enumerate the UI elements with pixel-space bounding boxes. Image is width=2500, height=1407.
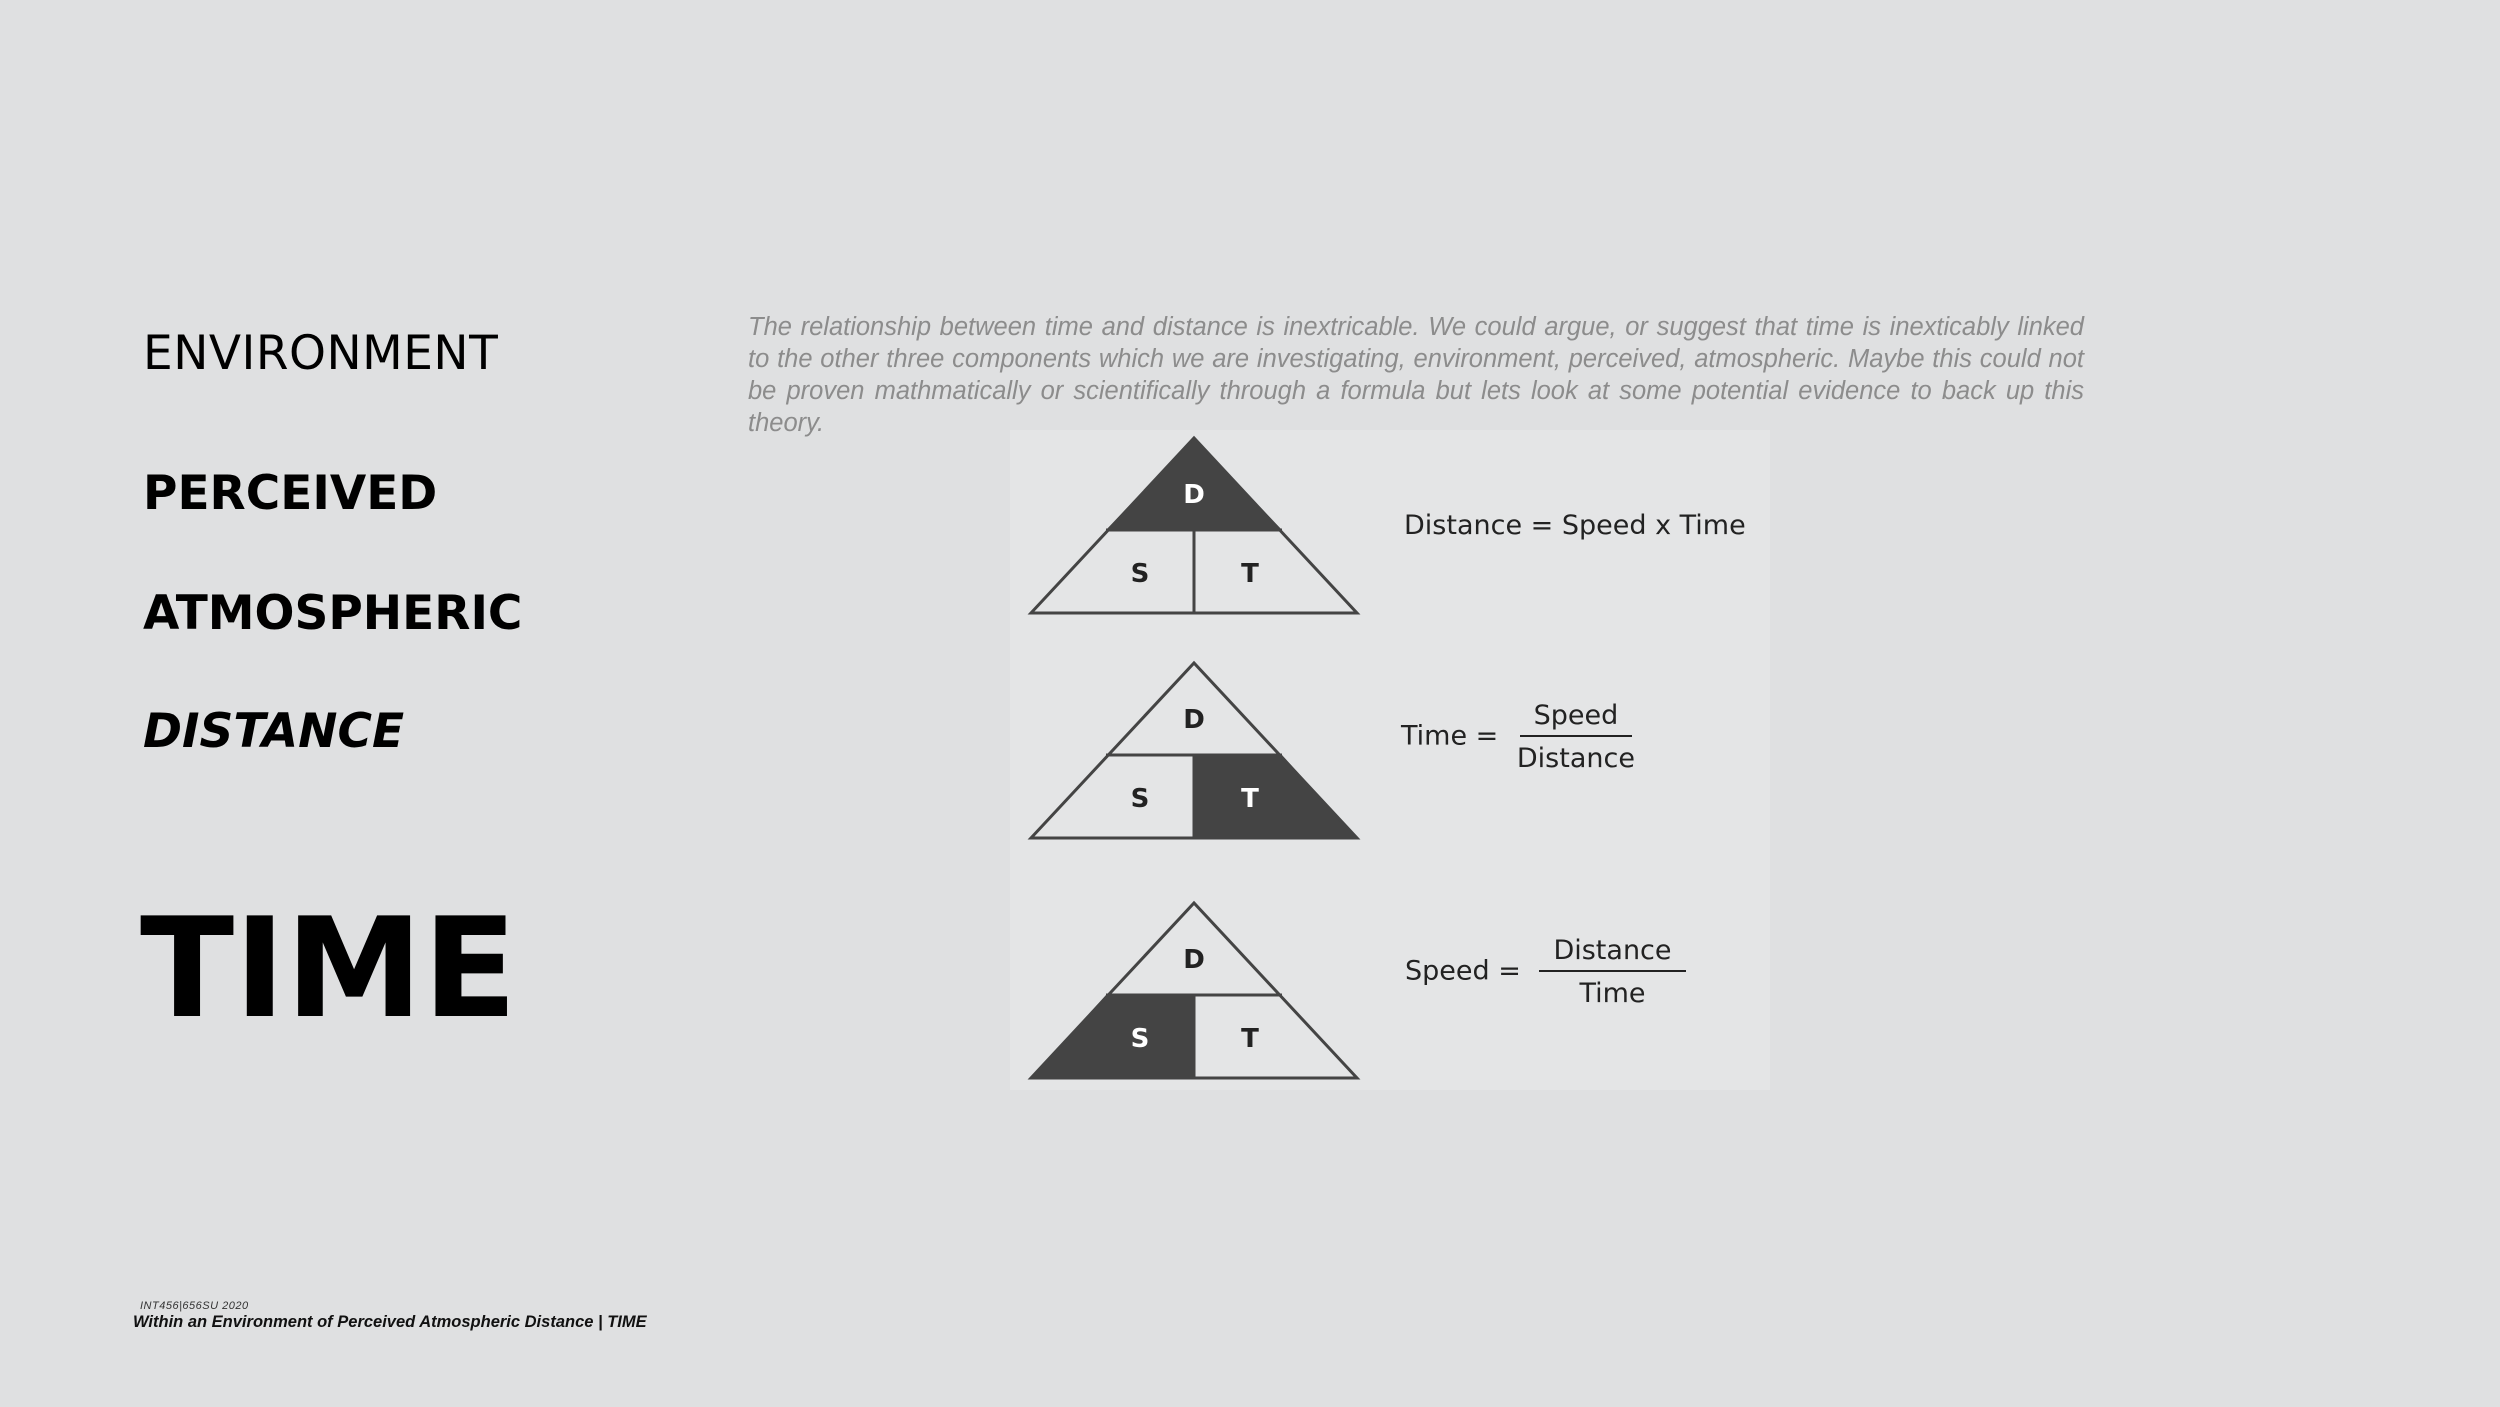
triangle-right-cell	[1194, 755, 1357, 838]
formula-time-denominator: Distance	[1516, 743, 1635, 774]
formula-speed-numerator: Distance	[1539, 935, 1685, 972]
formula-time-lhs: Time =	[1401, 720, 1499, 752]
footer-title: Within an Environment of Perceived Atmospheric Distance | TIME	[133, 1313, 647, 1331]
triangle-label-t: T	[1241, 1024, 1259, 1054]
formula-speed-lhs: Speed =	[1405, 955, 1521, 987]
triangle-time	[1025, 655, 1370, 850]
triangle-label-d: D	[1183, 480, 1205, 510]
formula-speed-fraction	[1539, 935, 1685, 1009]
triangle-distance	[1025, 430, 1370, 625]
formula-speed-denominator: Time	[1579, 978, 1646, 1009]
formula-time-numerator: Speed	[1520, 700, 1633, 737]
triangle-label-d: D	[1183, 705, 1205, 735]
triangle-label-s: S	[1130, 784, 1150, 814]
heading-distance: DISTANCE	[143, 704, 405, 759]
triangle-label-s: S	[1130, 1024, 1150, 1054]
triangle-left-cell	[1031, 995, 1194, 1078]
intro-paragraph: The relationship between time and distance is inextricable. We could argue, or suggest that time is inexticably linked to the other three components which we are investigating, environment, perceived, atmospheric. Maybe this could not be proven mathmatically or scientifically through a formula but lets look at some potential evidence to back up this theory.	[748, 313, 2084, 437]
heading-perceived: PERCEIVED	[143, 466, 438, 521]
triangle-speed	[1025, 895, 1370, 1090]
formula-speed	[1405, 935, 1686, 1009]
formula-distance	[1404, 510, 1746, 541]
heading-environment: ENVIRONMENT	[143, 326, 499, 381]
triangle-label-d: D	[1183, 945, 1205, 975]
triangle-label-t: T	[1241, 559, 1259, 589]
formula-time	[1401, 700, 1635, 774]
triangle-label-t: T	[1241, 784, 1259, 814]
triangle-label-s: S	[1130, 559, 1150, 589]
formula-distance-text: Distance = Speed x Time	[1404, 510, 1746, 541]
formula-time-fraction	[1517, 700, 1635, 774]
heading-atmospheric: ATMOSPHERIC	[143, 586, 523, 641]
page-title: TIME	[140, 888, 518, 1049]
footer-course-code: INT456|656SU 2020	[140, 1300, 249, 1312]
